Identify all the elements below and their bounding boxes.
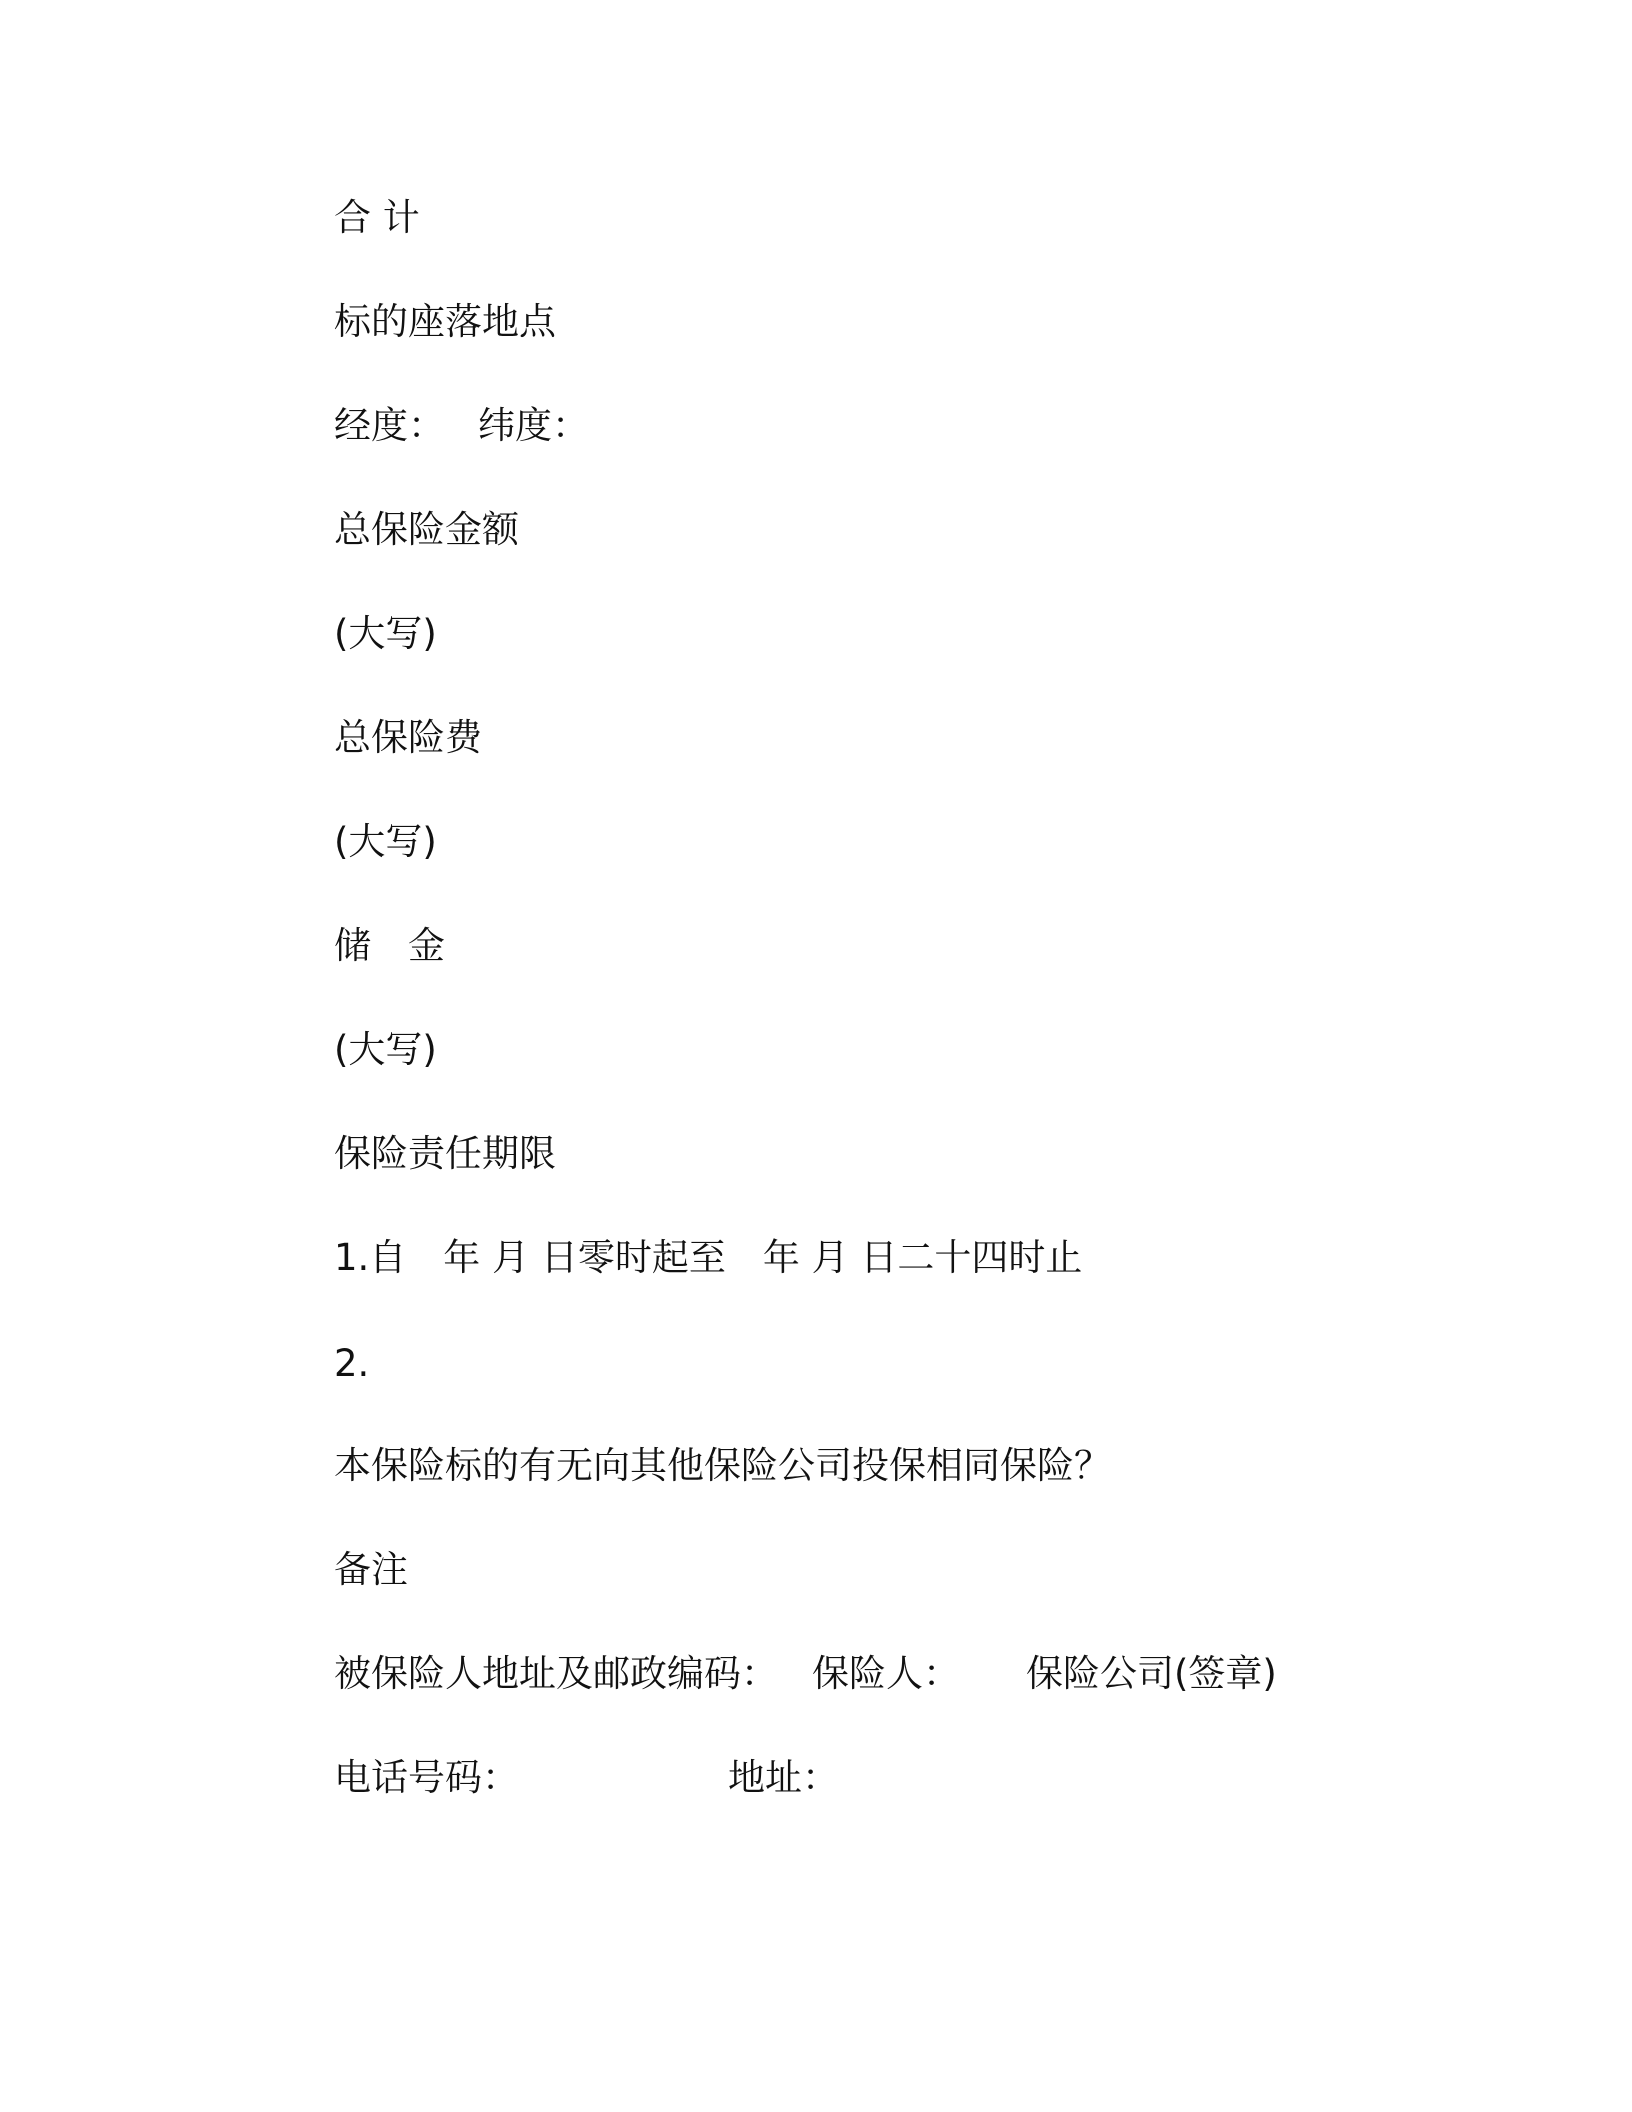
phone-label: 电话号码： bbox=[334, 1756, 519, 1799]
remarks-label: 备注 bbox=[334, 1548, 408, 1591]
other-insurance-question: 本保险标的有无向其他保险公司投保相同保险？ bbox=[334, 1444, 1111, 1487]
total-sum-insured-label: 总保险金额 bbox=[334, 508, 519, 551]
uppercase-note-1: (大写) bbox=[334, 612, 437, 655]
uppercase-note-3: (大写) bbox=[334, 1028, 437, 1071]
total-label: 合 计 bbox=[334, 196, 420, 239]
deposit-label: 储 金 bbox=[334, 924, 445, 967]
insurer-company-label: 保险公司(签章) bbox=[1026, 1652, 1277, 1695]
uppercase-note-2: (大写) bbox=[334, 820, 437, 863]
insurer-label: 保险人： bbox=[812, 1652, 960, 1695]
longitude-label: 经度： bbox=[334, 404, 445, 447]
location-label: 标的座落地点 bbox=[334, 300, 556, 343]
contact-row bbox=[334, 1754, 839, 1946]
period-item-2: 2. bbox=[334, 1342, 370, 1385]
total-premium-label: 总保险费 bbox=[334, 716, 482, 759]
address-label: 地址： bbox=[728, 1756, 839, 1799]
period-item-1: 1.自 年 月 日零时起至 年 月 日二十四时止 bbox=[334, 1236, 1083, 1279]
insured-address-label: 被保险人地址及邮政编码： bbox=[334, 1652, 778, 1695]
latitude-label: 纬度： bbox=[478, 404, 589, 447]
period-label: 保险责任期限 bbox=[334, 1132, 556, 1175]
